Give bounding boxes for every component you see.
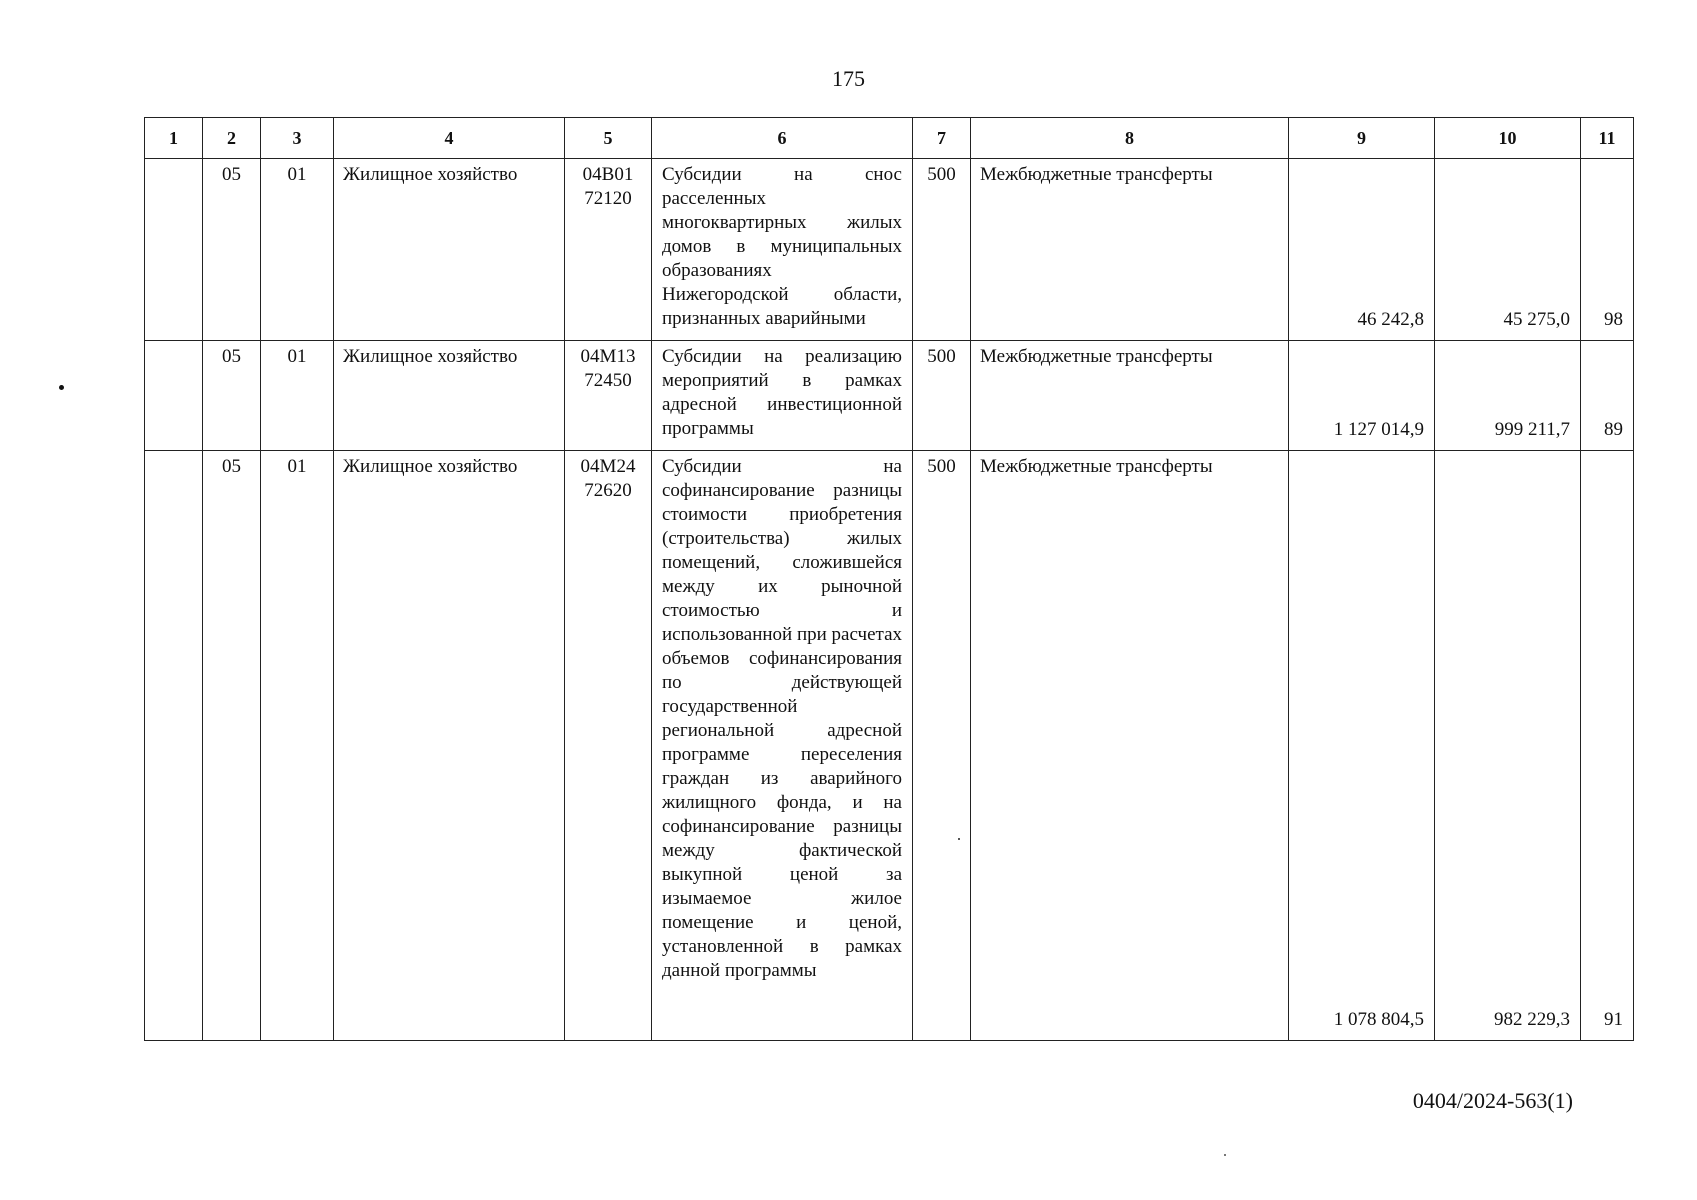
cell-amount-executed: 45 275,0 [1435, 159, 1581, 341]
cell-target-code [565, 451, 652, 1041]
cell-target-code [565, 159, 652, 341]
cell-subsection-name: Жилищное хозяйство [334, 341, 565, 451]
margin-dot [59, 385, 64, 390]
table-row [145, 159, 1634, 341]
column-header: 11 [1581, 118, 1634, 159]
column-header: 1 [145, 118, 203, 159]
cell-expense-type-name: Межбюджетные трансферты [971, 159, 1289, 341]
cell-index [145, 341, 203, 451]
target-code-part: 72620 [584, 480, 632, 501]
cell-percent: 91 [1581, 451, 1634, 1041]
cell-index [145, 451, 203, 1041]
column-header: 7 [913, 118, 971, 159]
column-header: 2 [203, 118, 261, 159]
cell-percent: 89 [1581, 341, 1634, 451]
cell-amount-planned: 1 127 014,9 [1289, 341, 1435, 451]
column-header: 8 [971, 118, 1289, 159]
cell-subsection-name: Жилищное хозяйство [334, 451, 565, 1041]
page-number: 175 [832, 66, 865, 91]
column-header: 10 [1435, 118, 1581, 159]
cell-amount-executed: 982 229,3 [1435, 451, 1581, 1041]
target-code-part: 72450 [584, 370, 632, 391]
cell-subsection: 01 [261, 341, 334, 451]
cell-subsection: 01 [261, 159, 334, 341]
column-header: 6 [652, 118, 913, 159]
cell-description: Субсидии на снос расселенных многоквартирных жилых домов в муниципальных образованиях Нижегородской области, признанных аварийными [652, 159, 913, 341]
scan-speck [1224, 1154, 1226, 1156]
cell-expense-type-code: 500 [913, 159, 971, 341]
cell-amount-planned: 1 078 804,5 [1289, 451, 1435, 1041]
target-code-part: 72120 [584, 188, 632, 209]
cell-subsection-name: Жилищное хозяйство [334, 159, 565, 341]
cell-description: Субсидии на софинансирование разницы стоимости приобретения (строительства) жилых помещений, сложившейся между их рыночной стоимостью и использованной при расчетах объемов софинансирования по действующей государственной региональной адресной программе переселения граждан из аварийного жилищного фонда, и на софинансирование разницы между фактической выкупной ценой за изымаемое жилое помещение и ценой, установленной в рамках данной программы [652, 451, 913, 1041]
cell-target-code [565, 341, 652, 451]
cell-subsection: 01 [261, 451, 334, 1041]
target-code-part: 04М13 [580, 346, 636, 367]
cell-description: Субсидии на реализацию мероприятий в рамках адресной инвестиционной программы [652, 341, 913, 451]
column-header: 3 [261, 118, 334, 159]
target-code-part: 04В01 [582, 164, 634, 185]
cell-expense-type-name: Межбюджетные трансферты [971, 341, 1289, 451]
table-row [145, 341, 1634, 451]
cell-amount-executed: 999 211,7 [1435, 341, 1581, 451]
cell-expense-type-code: 500 [913, 451, 971, 1041]
cell-percent: 98 [1581, 159, 1634, 341]
cell-expense-type-code: 500 [913, 341, 971, 451]
column-header: 9 [1289, 118, 1435, 159]
document-code: 0404/2024-563(1) [1412, 1088, 1573, 1113]
header-row [145, 118, 1634, 159]
cell-section: 05 [203, 159, 261, 341]
budget-table [144, 117, 1634, 1041]
cell-section: 05 [203, 451, 261, 1041]
cell-amount-planned: 46 242,8 [1289, 159, 1435, 341]
cell-index [145, 159, 203, 341]
cell-section: 05 [203, 341, 261, 451]
table-row [145, 451, 1634, 1041]
column-header: 5 [565, 118, 652, 159]
target-code-part: 04М24 [580, 456, 636, 477]
cell-expense-type-name: Межбюджетные трансферты [971, 451, 1289, 1041]
column-header: 4 [334, 118, 565, 159]
